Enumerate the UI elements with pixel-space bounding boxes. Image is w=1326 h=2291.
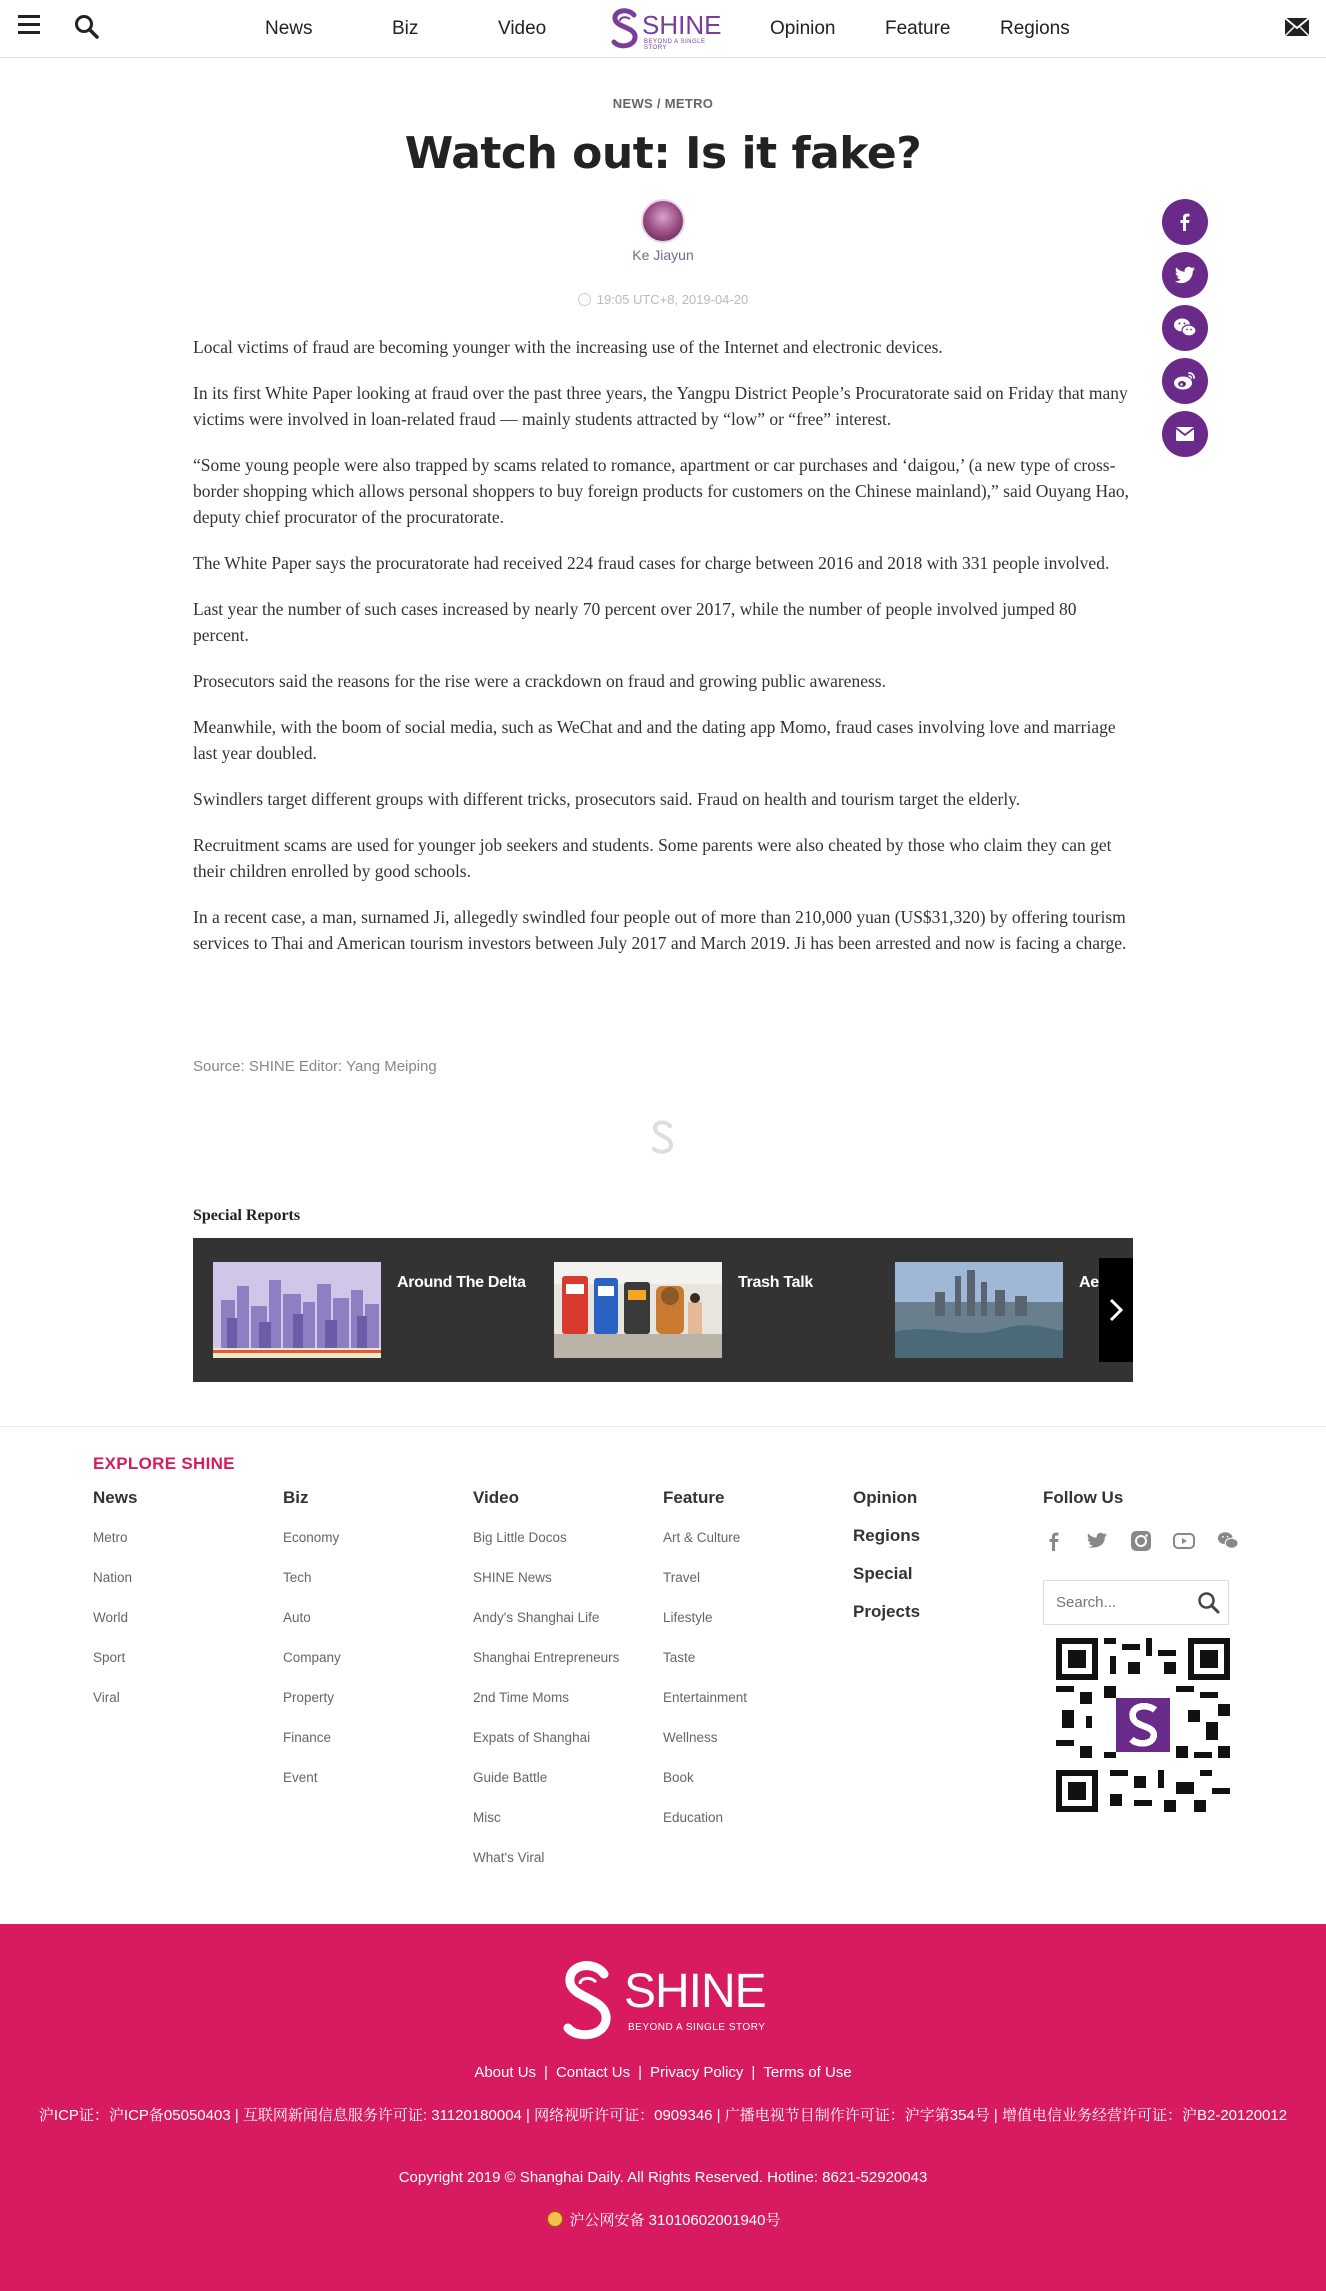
footer-link[interactable]: Expats of Shanghai xyxy=(473,1730,591,1745)
footer-link[interactable]: Book xyxy=(663,1770,694,1785)
footer-link[interactable]: Entertainment xyxy=(663,1690,748,1705)
footer-link[interactable]: Lifestyle xyxy=(663,1610,713,1625)
footer-head[interactable]: Opinion xyxy=(853,1488,918,1507)
report-thumbnail-skyline xyxy=(895,1262,1063,1358)
license-info: 沪ICP证：沪ICP备05050403 | 互联网新闻信息服务许可证: 31120180004 | 网络视听许可证：0909346 | 广播电视节目制作许可证：沪字第354号 | 增值电信业务经营许可证：沪B2-20120012 xyxy=(38,2107,1288,2124)
footer-logo[interactable] xyxy=(556,1956,770,2048)
footer-link[interactable]: Economy xyxy=(283,1530,340,1545)
footer-link[interactable]: Taste xyxy=(663,1650,696,1665)
email-icon[interactable] xyxy=(1162,411,1208,457)
copyright: Copyright 2019 © Shanghai Daily. All Rights Reserved. Hotline: 8621-52920043 xyxy=(398,2169,928,2186)
special-report-label: Around The Delta xyxy=(397,1274,526,1291)
footer-link[interactable]: Shanghai Entrepreneurs xyxy=(473,1650,620,1665)
breadcrumb-metro[interactable]: METRO xyxy=(664,96,714,111)
footer-link[interactable]: 2nd Time Moms xyxy=(473,1690,570,1705)
search-icon[interactable] xyxy=(74,14,100,40)
footer-link[interactable]: Auto xyxy=(283,1610,311,1625)
breadcrumb-news[interactable]: NEWS xyxy=(612,96,653,111)
search-icon[interactable] xyxy=(1196,1590,1222,1616)
footer-link[interactable]: Art & Culture xyxy=(663,1530,741,1545)
article-paragraph: The White Paper says the procuratorate had received 224 fraud cases for charge between 2016 and 2018 with 331 people involved. xyxy=(193,553,1110,573)
article-body xyxy=(193,334,1135,976)
article-paragraph: “Some young people were also trapped by scams related to romance, apartment or car purchases and ‘daigou,’ (a new type of cross-border shopping which allows personal shoppers to buy foreign products for customers on the Chinese mainland),” said Ouyang Hao, deputy chief procurator of the procuratorate. xyxy=(193,455,1130,527)
site-header xyxy=(0,0,1326,58)
footer-link[interactable]: Big Little Docos xyxy=(473,1530,567,1545)
footer-link[interactable]: Tech xyxy=(283,1570,312,1585)
nav-biz[interactable]: Biz xyxy=(392,18,419,39)
nav-regions[interactable]: Regions xyxy=(1000,18,1070,39)
footer-head[interactable]: Video xyxy=(473,1488,519,1507)
footer-head[interactable]: News xyxy=(93,1488,138,1507)
menu-icon[interactable] xyxy=(18,15,40,37)
wechat-icon[interactable] xyxy=(1217,1530,1239,1552)
wechat-icon[interactable] xyxy=(1162,305,1208,351)
footer-head[interactable]: Feature xyxy=(663,1488,725,1507)
author-avatar[interactable] xyxy=(641,199,685,243)
about-us-link[interactable]: About Us xyxy=(474,2064,537,2081)
article-title: Watch out: Is it fake? xyxy=(404,128,922,179)
special-report-card[interactable] xyxy=(895,1262,1115,1358)
carousel-next-button[interactable] xyxy=(1099,1258,1133,1362)
report-thumbnail-cityscape xyxy=(213,1262,381,1358)
instagram-icon[interactable] xyxy=(1130,1530,1152,1552)
clock-icon xyxy=(578,293,591,306)
nav-video[interactable]: Video xyxy=(498,18,547,39)
footer-link[interactable]: World xyxy=(93,1610,129,1625)
contact-us-link[interactable]: Contact Us xyxy=(555,2064,631,2081)
footer-link[interactable]: Finance xyxy=(283,1730,332,1745)
weibo-icon[interactable] xyxy=(1162,358,1208,404)
footer-link[interactable]: Metro xyxy=(93,1530,128,1545)
footer-head[interactable]: Projects xyxy=(853,1602,921,1621)
special-report-label: Ae xyxy=(1079,1274,1099,1291)
footer-link[interactable]: SHINE News xyxy=(473,1570,552,1585)
footer-band xyxy=(0,1924,1326,2291)
footer-link[interactable]: Education xyxy=(663,1810,724,1825)
footer-link[interactable]: Misc xyxy=(473,1810,501,1825)
footer-link[interactable]: Company xyxy=(283,1650,341,1665)
special-report-card[interactable] xyxy=(213,1262,543,1358)
footer-column-video xyxy=(473,1488,619,1890)
police-registration-text: 沪公网安备 31010602001940号 xyxy=(569,2212,781,2229)
footer-link[interactable]: Event xyxy=(283,1770,318,1785)
breadcrumb-separator: / xyxy=(653,96,665,111)
article-datetime: 19:05 UTC+8, 2019-04-20 xyxy=(596,292,749,307)
nav-feature[interactable]: Feature xyxy=(885,18,951,39)
site-logo[interactable] xyxy=(608,6,722,52)
follow-icons xyxy=(1043,1530,1256,1557)
footer-column-other xyxy=(853,1488,920,1640)
terms-of-use-link[interactable]: Terms of Use xyxy=(763,2064,852,2081)
logo-wordmark: SHINE xyxy=(642,10,722,40)
footer-logo-tagline: BEYOND A SINGLE STORY xyxy=(628,2022,766,2033)
footer-link[interactable]: Andy's Shanghai Life xyxy=(473,1610,600,1625)
footer-logo-word: SHINE xyxy=(624,1965,766,2018)
special-report-card[interactable] xyxy=(554,1262,884,1358)
police-badge-icon xyxy=(546,2210,564,2228)
footer-column-feature xyxy=(663,1488,747,1850)
author-name[interactable]: Ke Jiayun xyxy=(632,247,694,263)
article-paragraph: Swindlers target different groups with different tricks, prosecutors said. Fraud on health and tourism target the elderly. xyxy=(193,789,1021,809)
footer-head[interactable]: Regions xyxy=(853,1526,921,1545)
footer-link[interactable]: Guide Battle xyxy=(473,1770,548,1785)
footer-link[interactable]: Viral xyxy=(93,1690,120,1705)
facebook-icon[interactable] xyxy=(1162,199,1208,245)
footer-link[interactable]: What's Viral xyxy=(473,1850,545,1865)
breadcrumb xyxy=(0,96,1326,111)
logo-tagline: BEYOND A SINGLE STORY xyxy=(644,39,706,51)
footer-column-follow xyxy=(1043,1488,1123,1530)
report-thumbnail-mascots xyxy=(554,1262,722,1358)
qr-code xyxy=(1056,1638,1230,1812)
article-paragraph: Last year the number of such cases increased by nearly 70 percent over 2017, while the number of people involved jumped 80 percent. xyxy=(193,599,1077,645)
privacy-policy-link[interactable]: Privacy Policy xyxy=(650,2064,744,2081)
shine-divider-icon xyxy=(648,1118,678,1158)
footer-links: About Us | Contact Us | Privacy Policy | Terms of Use xyxy=(474,2064,852,2081)
footer-head[interactable]: Biz xyxy=(283,1488,309,1507)
special-reports-heading: Special Reports xyxy=(193,1207,301,1224)
footer-column-biz xyxy=(283,1488,341,1810)
police-registration[interactable] xyxy=(0,2209,1326,2230)
special-reports-carousel xyxy=(193,1238,1133,1382)
footer-link[interactable]: Sport xyxy=(93,1650,126,1665)
article-paragraph: Recruitment scams are used for younger job seekers and students. Some parents were also cheated by those who claim they can get their children enrolled by good schools. xyxy=(193,835,1112,881)
article-paragraph: Meanwhile, with the boom of social media, such as WeChat and and the dating app Momo, fraud cases involving love and marriage last year doubled. xyxy=(193,717,1116,763)
youtube-icon[interactable] xyxy=(1173,1530,1195,1552)
mail-icon[interactable] xyxy=(1284,16,1310,38)
footer-link[interactable]: Nation xyxy=(93,1570,133,1585)
footer-divider xyxy=(0,1426,1326,1427)
footer-search xyxy=(1043,1580,1229,1625)
article-paragraph: In its first White Paper looking at fraud over the past three years, the Yangpu District People’s Procuratorate said on Friday that many victims were involved in loan-related fraud — mainly students attracted by “low” or “free” interest. xyxy=(193,383,1128,429)
twitter-icon[interactable] xyxy=(1086,1530,1108,1552)
dateline xyxy=(0,292,1326,307)
footer-search-input[interactable] xyxy=(1044,1581,1194,1624)
follow-us-heading: Follow Us xyxy=(1043,1488,1124,1507)
footer-link[interactable]: Travel xyxy=(663,1570,701,1585)
explore-heading: EXPLORE SHINE xyxy=(93,1454,235,1473)
article-paragraph: Prosecutors said the reasons for the rise were a crackdown on fraud and growing public awareness. xyxy=(193,671,886,691)
special-report-label: Trash Talk xyxy=(738,1274,813,1291)
nav-news[interactable]: News xyxy=(265,18,313,39)
footer-link[interactable]: Wellness xyxy=(663,1730,718,1745)
footer-head[interactable]: Special xyxy=(853,1564,913,1583)
footer-link[interactable]: Property xyxy=(283,1690,335,1705)
nav-opinion[interactable]: Opinion xyxy=(770,18,836,39)
footer-column-news xyxy=(93,1488,137,1730)
article-paragraph: In a recent case, a man, surnamed Ji, allegedly swindled four people out of more than 210,000 yuan (US$31,320) by offering tourism services to Thai and American tourism investors between July 2017 and March 2019. Ji has been arrested and now is facing a charge. xyxy=(193,907,1127,953)
chevron-right-icon xyxy=(1108,1297,1124,1323)
source-editor-line: Source: SHINE Editor: Yang Meiping xyxy=(193,1058,437,1075)
facebook-icon[interactable] xyxy=(1043,1530,1065,1552)
twitter-icon[interactable] xyxy=(1162,252,1208,298)
article-paragraph: Local victims of fraud are becoming younger with the increasing use of the Internet and electronic devices. xyxy=(193,337,943,357)
